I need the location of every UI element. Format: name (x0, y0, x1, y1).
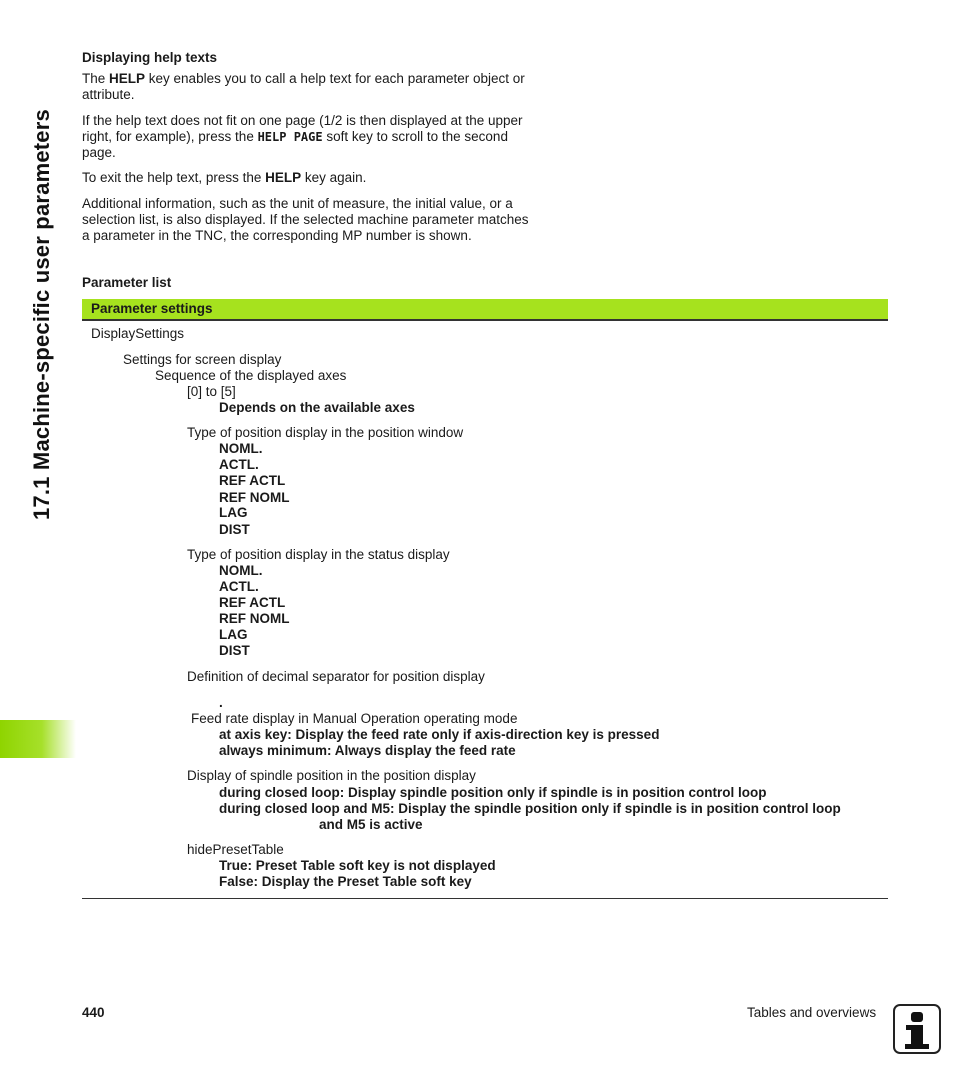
help-paragraph-2: If the help text does not fit on one page (1/2 is then displayed at the upper right, for example), press the HELP PAGE soft key to scroll to the second page. (82, 113, 523, 160)
status-display-option: REF ACTL (219, 595, 286, 610)
param-feed-rate-label: Feed rate display in Manual Operation operating mode (191, 711, 518, 726)
param-hide-preset-table-label: hidePresetTable (187, 842, 284, 857)
decimal-separator-value: . (219, 695, 223, 710)
pos-window-option: ACTL. (219, 457, 259, 472)
pos-window-option: DIST (219, 522, 250, 537)
status-display-option: REF NOML (219, 611, 290, 626)
pos-window-option: REF NOML (219, 490, 290, 505)
pos-window-option: NOML. (219, 441, 263, 456)
help-paragraph-4: Additional information, such as the unit of measure, the initial value, or a selection list, is also displayed. If the selected machine parameter matches a parameter in the TNC, the corresponding MP number is shown. (82, 196, 529, 243)
footer-section-title: Tables and overviews (747, 1005, 877, 1020)
param-axes-sequence: Sequence of the displayed axes (155, 368, 347, 383)
pos-window-option: LAG (219, 505, 248, 520)
param-group-screen-display: Settings for screen display (123, 352, 282, 367)
table-bottom-rule (82, 898, 888, 899)
param-status-display-label: Type of position display in the status display (187, 547, 450, 562)
param-axes-value: Depends on the available axes (219, 400, 415, 415)
preset-table-option: True: Preset Table soft key is not displayed (219, 858, 496, 873)
info-icon (893, 1004, 941, 1054)
parameter-list-heading: Parameter list (82, 275, 172, 290)
param-decimal-separator-label: Definition of decimal separator for position display (187, 669, 485, 684)
help-texts-heading: Displaying help texts (82, 50, 218, 65)
chapter-side-title: 17.1 Machine-specific user parameters (29, 109, 54, 520)
status-display-option: LAG (219, 627, 248, 642)
parameter-table-header (82, 299, 888, 321)
feed-rate-option: always minimum: Always display the feed rate (219, 743, 516, 758)
param-spindle-position-label: Display of spindle position in the position display (187, 768, 476, 783)
status-display-option: NOML. (219, 563, 263, 578)
help-key-label: HELP (109, 71, 146, 86)
param-pos-window-label: Type of position display in the position window (187, 425, 464, 440)
param-root-displaysettings: DisplaySettings (91, 326, 185, 341)
page-number: 440 (82, 1005, 105, 1020)
help-paragraph-1: The HELP key enables you to call a help text for each parameter object or attribute. (82, 71, 525, 102)
help-key-label: HELP (265, 170, 302, 185)
feed-rate-option: at axis key: Display the feed rate only if axis-direction key is pressed (219, 727, 660, 742)
spindle-position-option: during closed loop and M5: Display the spindle position only if spindle is in position control loop (219, 801, 841, 816)
status-display-option: ACTL. (219, 579, 259, 594)
spindle-position-option: during closed loop: Display spindle position only if spindle is in position control loop (219, 785, 767, 800)
preset-table-option: False: Display the Preset Table soft key (219, 874, 472, 889)
help-paragraph-3: To exit the help text, press the HELP key again. (82, 170, 367, 185)
help-page-softkey-label: HELP PAGE (257, 130, 323, 144)
status-display-option: DIST (219, 643, 250, 658)
param-axes-range: [0] to [5] (187, 384, 236, 399)
pos-window-option: REF ACTL (219, 473, 286, 488)
spindle-position-option-continued: and M5 is active (319, 817, 423, 832)
chapter-tab-marker (0, 720, 76, 758)
parameter-table-header-label: Parameter settings (91, 301, 213, 316)
